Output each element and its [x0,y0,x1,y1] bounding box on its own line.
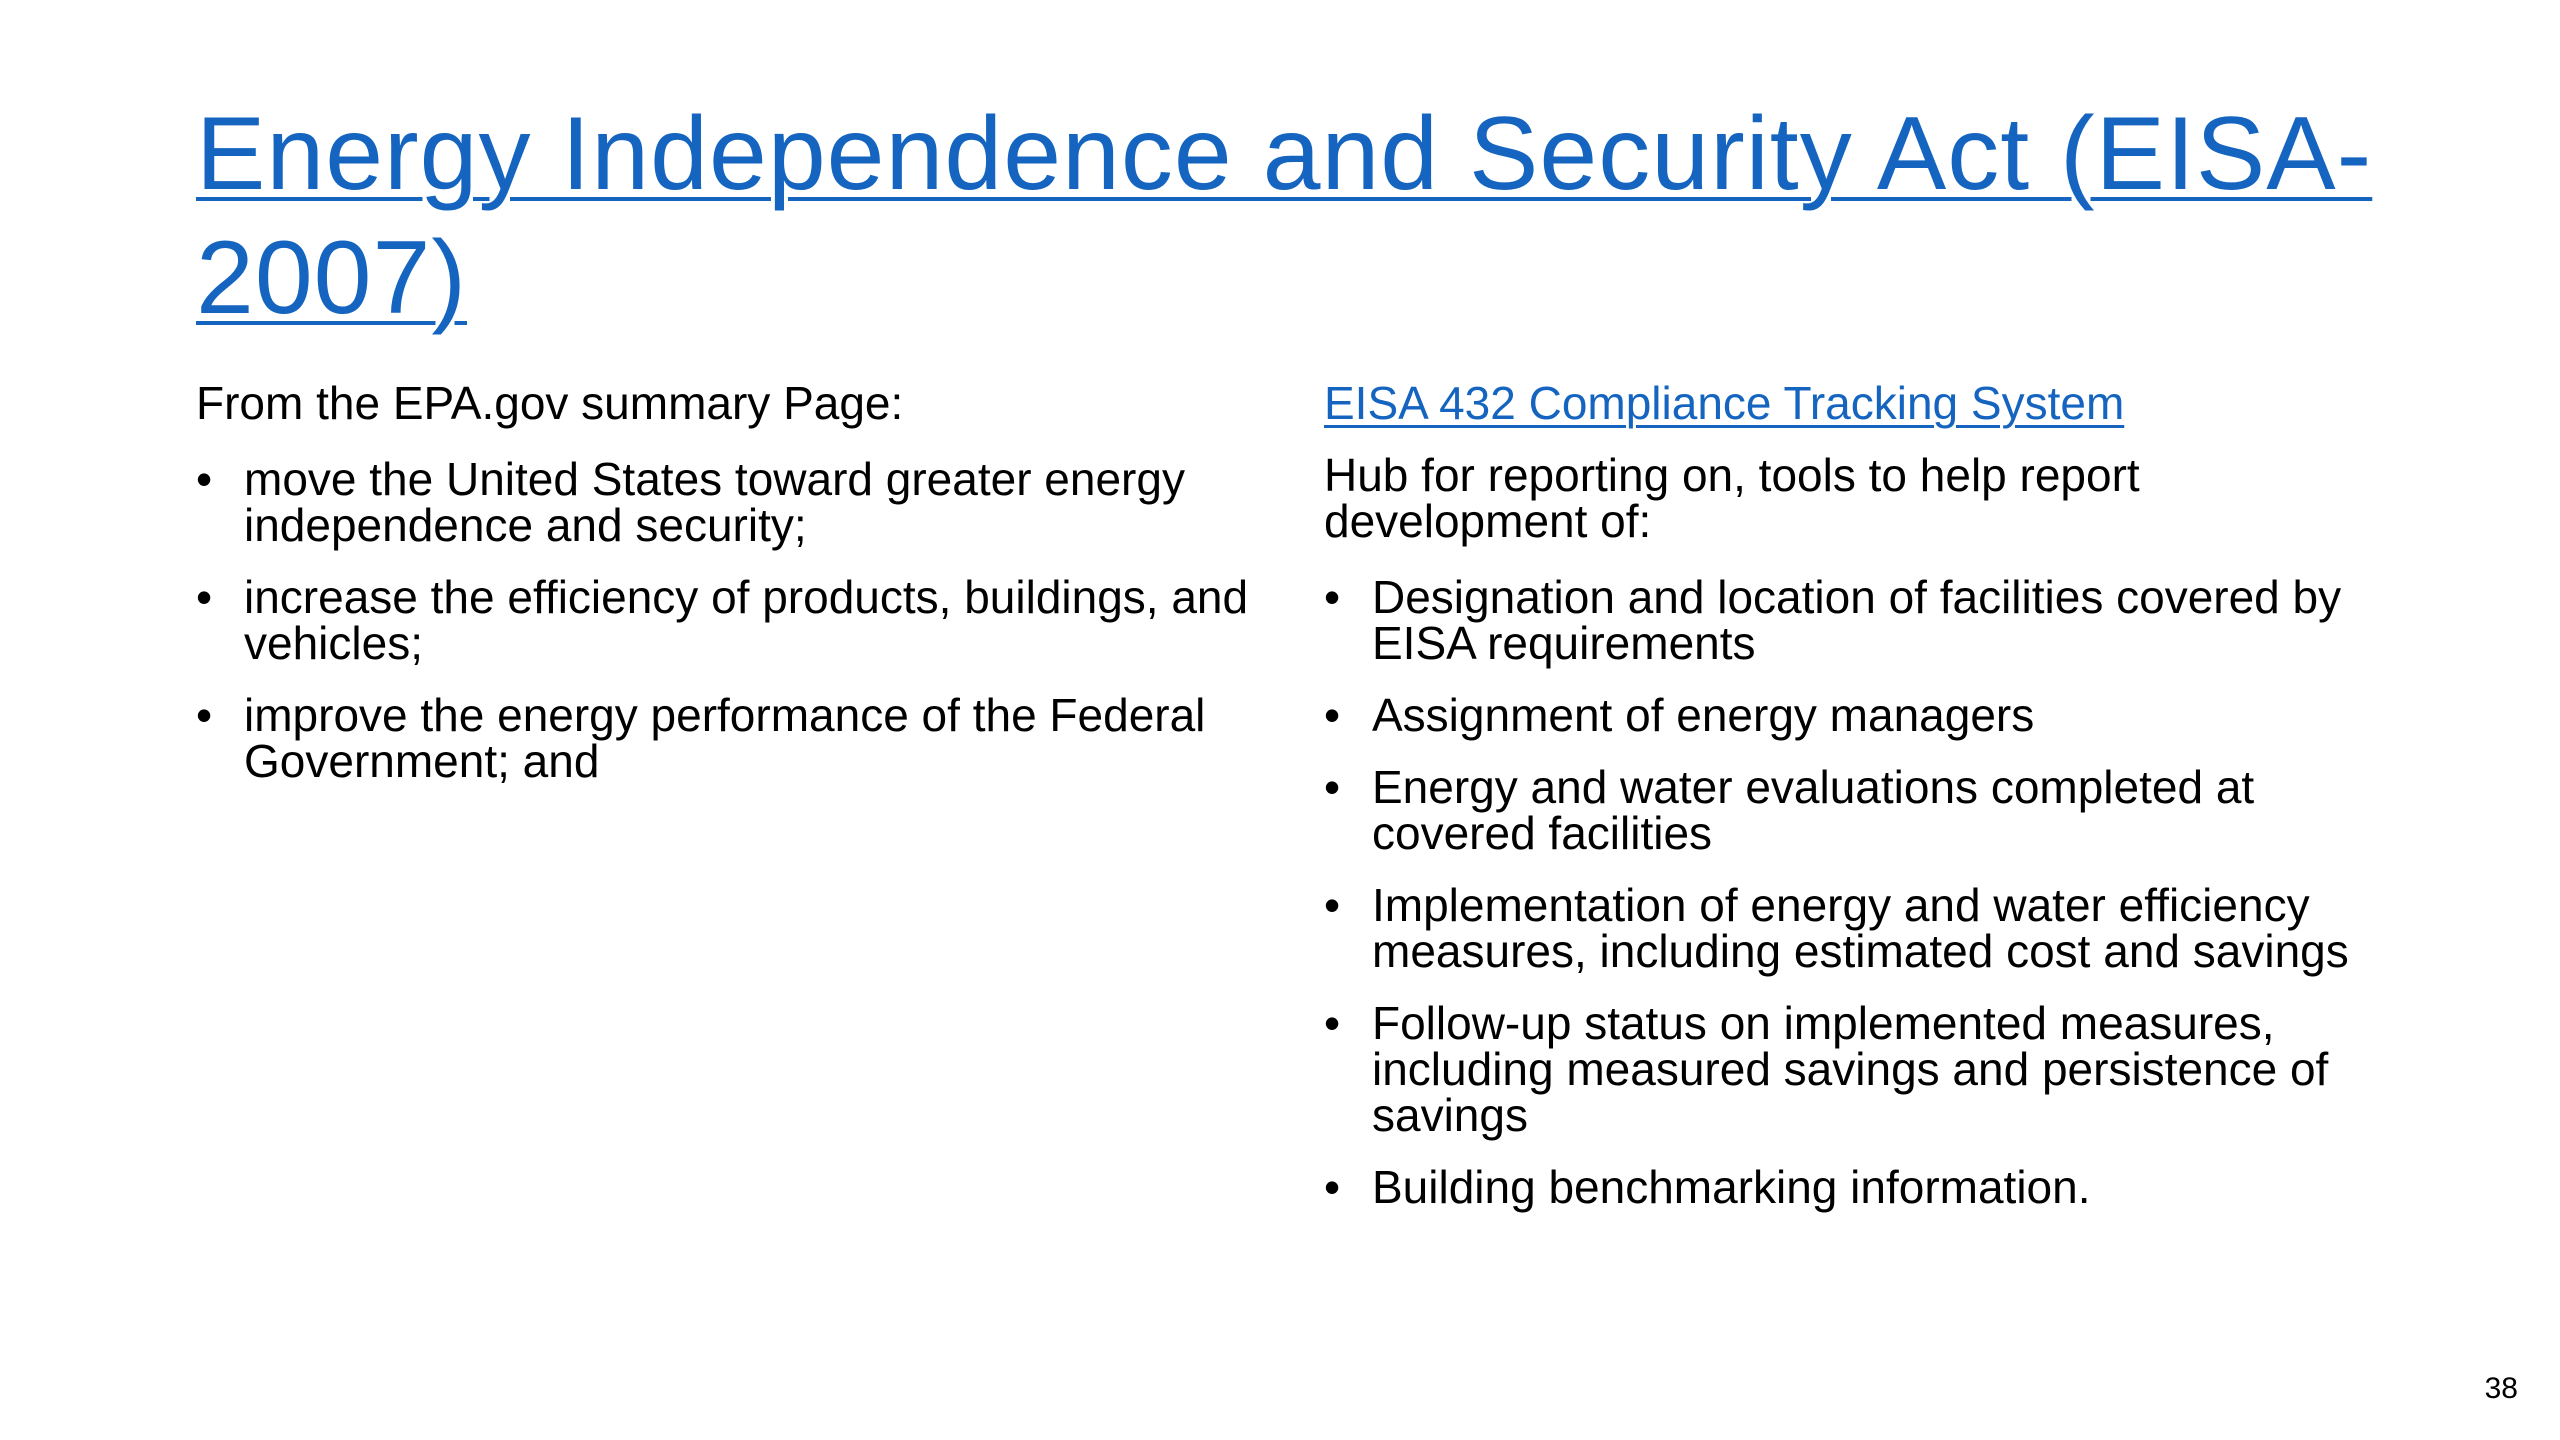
list-item: • move the United States toward greater energy independence and security; [196,456,1256,548]
right-link-line [1324,377,2384,429]
left-column [196,377,1256,810]
slide-title [196,92,2396,340]
right-column [1324,377,2384,1236]
title-link[interactable]: Energy Independence and Security Act (EISA-2007) [196,96,2373,336]
list-item: • Building benchmarking information. [1324,1164,2384,1210]
list-item: • Energy and water evaluations completed at covered facilities [1324,764,2384,856]
list-item: • Assignment of energy managers [1324,692,2384,738]
list-item: • increase the efficiency of products, buildings, and vehicles; [196,574,1256,666]
list-item: • Implementation of energy and water efficiency measures, including estimated cost and savings [1324,882,2384,974]
page-number: 38 [2484,1372,2518,1405]
left-intro: From the EPA.gov summary Page: [196,377,904,429]
list-item: • Designation and location of facilities covered by EISA requirements [1324,574,2384,666]
list-item: • Follow-up status on implemented measures, including measured savings and persistence of savings [1324,1000,2384,1138]
right-bullet-list [1324,571,2384,1213]
compliance-tracking-link[interactable]: EISA 432 Compliance Tracking System [1324,377,2125,429]
right-intro: Hub for reporting on, tools to help report development of: [1324,449,2140,547]
list-item: • improve the energy performance of the Federal Government; and [196,692,1256,784]
left-bullet-list [196,453,1256,787]
